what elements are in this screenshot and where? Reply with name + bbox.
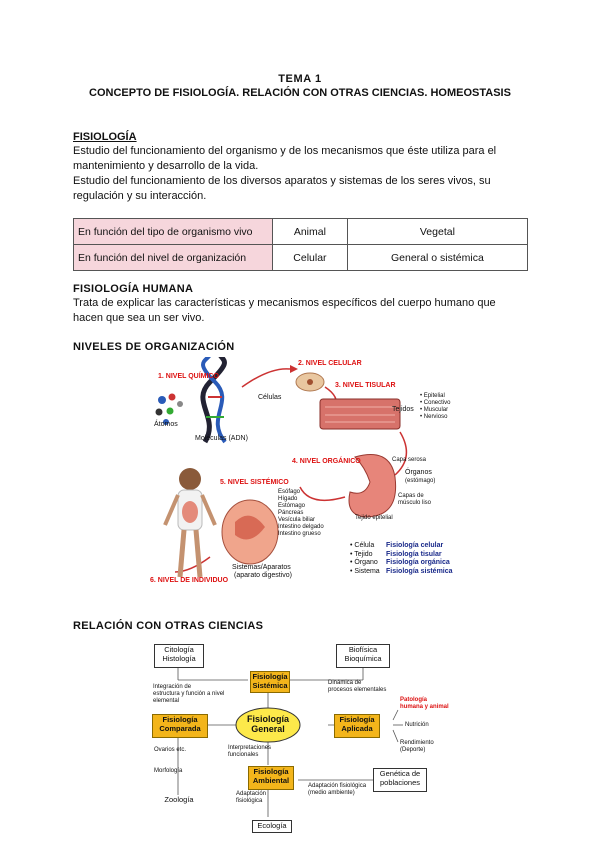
capas-musculo-label: Capas de músculo liso <box>398 493 432 506</box>
zoologia-box: Zoología <box>160 795 198 807</box>
table-cell-criterion: En función del tipo de organismo vivo <box>74 219 273 245</box>
system-organ: Esófago <box>278 489 301 495</box>
fisiologia-paragraph <box>73 144 543 204</box>
note-line: Rendimiento <box>400 740 434 746</box>
note-line: Patología <box>400 697 428 703</box>
system-organ: Intestino grueso <box>278 531 321 537</box>
organos-label: Órganos <box>405 469 432 476</box>
note-line: humana y animal <box>400 704 449 710</box>
box-line: Histología <box>162 654 196 663</box>
classification-table <box>73 218 528 271</box>
adaptacion-note <box>308 783 378 797</box>
level1-label: 1. NIVEL QUÍMICO <box>158 373 219 380</box>
box-line: Ambiental <box>252 776 290 785</box>
box-line: Sistémica <box>252 681 288 690</box>
note-line: fisiológica <box>236 798 263 804</box>
general-line: General <box>251 724 285 734</box>
tissue-type: • Nervioso <box>420 414 448 420</box>
tejidos-label: Tejidos <box>392 406 414 413</box>
tissue-type: • Conectivo <box>420 400 451 406</box>
tissue-type: • Muscular <box>420 407 449 413</box>
fisiologia-general-label <box>236 714 300 734</box>
note-line: (medio ambiente) <box>308 790 355 796</box>
system-organ: Intestino delgado <box>278 524 324 530</box>
humana-line: hacen que sea un ser vivo. <box>73 312 205 324</box>
fisiologia-comparada-box <box>152 714 208 738</box>
note-line: Integración de <box>153 684 192 690</box>
table-cell: Celular <box>273 245 348 271</box>
note-line: (Deporte) <box>400 747 426 753</box>
ecologia-box: Ecología <box>252 820 292 833</box>
fisiologia-aplicada-box <box>334 714 380 738</box>
adaptacion-fisio-note <box>236 791 296 805</box>
table-cell: Animal <box>273 219 348 245</box>
box-line: Aplicada <box>341 724 373 733</box>
note-line: Interpretaciones <box>228 745 272 751</box>
atomos-label: Átomos <box>154 421 178 428</box>
table-row <box>74 245 528 271</box>
dinamica-note <box>328 680 398 694</box>
general-line: Fisiología <box>246 714 289 724</box>
document-title: CONCEPTO DE FISIOLOGÍA. RELACIÓN CON OTRAS CIENCIAS. HOMEOSTASIS <box>89 87 511 99</box>
ovarios-note: Ovarios etc. <box>154 747 187 753</box>
box-line: Genética de <box>379 769 421 778</box>
level3-label: 3. NIVEL TISULAR <box>335 382 396 389</box>
niveles-figure <box>150 357 480 587</box>
aparato-label: (aparato digestivo) <box>234 572 292 579</box>
relacion-heading: RELACIÓN CON OTRAS CIENCIAS <box>73 620 264 632</box>
table-cell: General o sistémica <box>347 245 527 271</box>
estomago-label: (estómago) <box>405 478 436 484</box>
tejido-epitelial-label: Tejido epitelial <box>355 515 393 521</box>
level2-label: 2. NIVEL CELULAR <box>298 360 362 367</box>
table-cell-criterion: En función del nivel de organización <box>74 245 273 271</box>
fisiologia-line: mantenimiento y desarrollo de la vida. <box>73 160 259 172</box>
citologia-box <box>154 644 204 668</box>
patologia-note <box>400 697 449 711</box>
tissue-types-list <box>420 393 480 421</box>
box-line: Bioquímica <box>344 654 382 663</box>
capa-serosa-label: Capa serosa <box>392 457 427 463</box>
system-organ: Estómago <box>278 503 306 509</box>
legend-row: • Sistema Fisiología sistémica <box>350 567 453 575</box>
note-line: Adaptación <box>236 791 267 797</box>
system-organ: Hígado <box>278 496 298 502</box>
box-line: Fisiología <box>252 672 288 681</box>
system-organ: Vesícula biliar <box>278 517 316 523</box>
fisiologia-sistemica-box <box>250 671 290 693</box>
tissue-type: • Epitelial <box>420 393 445 399</box>
box-line: Comparada <box>159 724 201 733</box>
fisiologia-ambiental-box <box>248 766 294 790</box>
relacion-diagram <box>148 640 453 835</box>
fisiologia-line: Estudio del funcionamiento de los diversos aparatos y sistemas de los seres vivos, su <box>73 175 491 187</box>
biofisica-box <box>336 644 390 668</box>
box-line: Fisiología <box>162 715 198 724</box>
rendimiento-note <box>400 740 434 754</box>
box-line: poblaciones <box>379 778 421 787</box>
fisiologia-line: regulación y su interacción. <box>73 190 207 202</box>
physiology-legend <box>350 542 453 576</box>
integracion-note <box>153 684 248 705</box>
box-line: Citología <box>164 645 194 654</box>
level6-label: 6. NIVEL DE INDIVIDUO <box>150 577 229 584</box>
fisiologia-heading: FISIOLOGÍA <box>73 131 137 143</box>
niveles-heading: NIVELES DE ORGANIZACIÓN <box>73 341 235 353</box>
morfologia-note: Morfología <box>154 768 183 774</box>
box-line: Fisiología <box>339 715 375 724</box>
celulas-label: Células <box>258 394 282 401</box>
legend-row: • Órgano Fisiología orgánica <box>350 559 450 566</box>
fisiologia-line: Estudio del funcionamiento del organismo y de los mecanismos que éste utiliza para el <box>73 145 497 157</box>
system-organs-list <box>278 489 338 538</box>
nutricion-note: Nutrición <box>405 722 429 728</box>
table-row <box>74 219 528 245</box>
interpretaciones-note <box>228 745 288 759</box>
moleculas-label: Moléculas (ADN) <box>195 435 248 442</box>
humana-paragraph <box>73 296 543 326</box>
note-line: Adaptación fisiológica <box>308 783 367 789</box>
humana-line: Trata de explicar las características y mecanismos específicos del cuerpo humano que <box>73 297 496 309</box>
box-line: Biofísica <box>348 645 378 654</box>
system-organ: Páncreas <box>278 510 304 516</box>
sistemas-label: Sistemas/Aparatos <box>232 564 291 571</box>
genetica-box <box>373 768 427 792</box>
level5-label: 5. NIVEL SISTÉMICO <box>220 479 289 486</box>
table-cell: Vegetal <box>347 219 527 245</box>
note-line: procesos elementales <box>328 687 387 693</box>
level4-label: 4. NIVEL ORGÁNICO <box>292 458 361 465</box>
note-line: estructura y función a nivel elemental <box>153 691 225 704</box>
tema-label: TEMA 1 <box>278 73 322 85</box>
note-line: funcionales <box>228 752 259 758</box>
humana-heading: FISIOLOGÍA HUMANA <box>73 283 194 295</box>
legend-row: • Célula Fisiología celular <box>350 542 444 549</box>
legend-row: • Tejido Fisiología tisular <box>350 550 442 558</box>
note-line: Dinámica de <box>328 680 362 686</box>
box-line: Fisiología <box>253 767 289 776</box>
